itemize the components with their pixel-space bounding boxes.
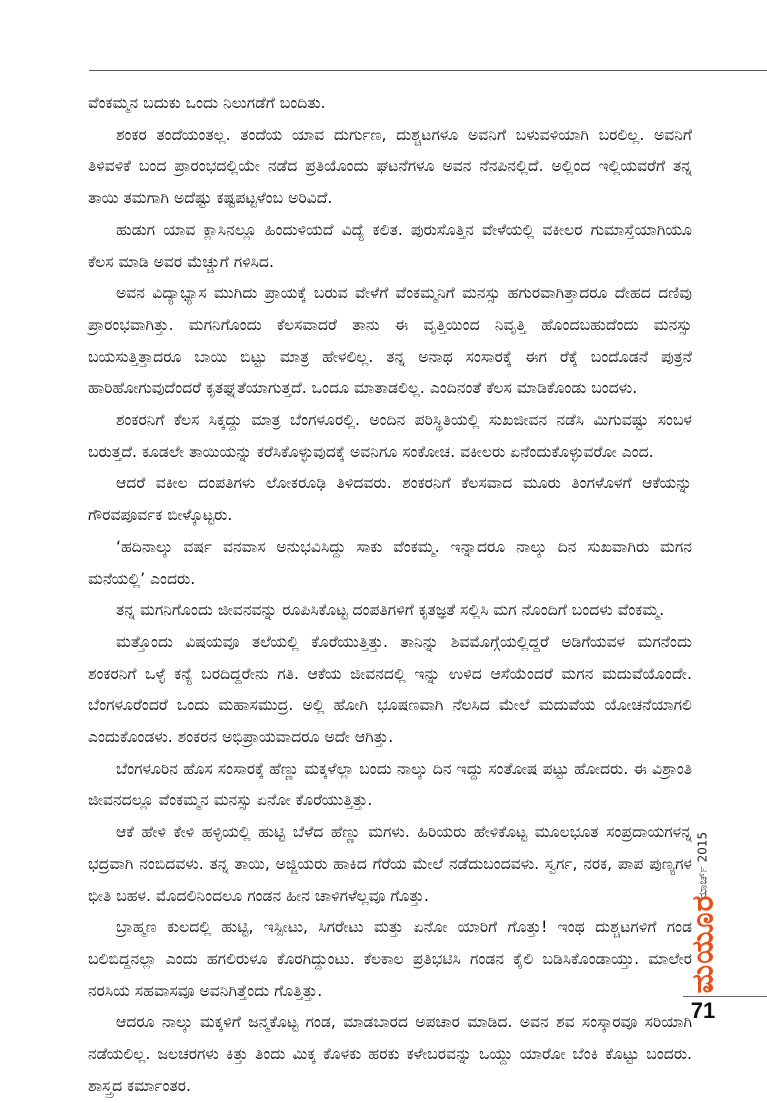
footer-rule bbox=[683, 996, 767, 997]
page-number: 71 bbox=[690, 998, 716, 1023]
paragraph-7: ‘ಹದಿನಾಲ್ಕು ವರ್ಷ ವನವಾಸ ಅನುಭವಿಸಿದ್ದು ಸಾಕು ವೆಂಕಮ್ಮ. ಇನ್ನಾದರೂ ನಾಲ್ಕು ದಿನ ಸುಖವಾಗಿರು ಮಗನ ಮನೆಯಲ್ಲಿ’ ಎಂದರು. bbox=[88, 537, 692, 588]
article-body bbox=[88, 88, 692, 1103]
paragraph-8: ತನ್ನ ಮಗನಿಗೊಂದು ಜೀವನವನ್ನು ರೂಪಿಸಿಕೊಟ್ಟ ದಂಪತಿಗಳಿಗೆ ಕೃತಜ್ಞತೆ ಸಲ್ಲಿಸಿ ಮಗ ನೊಂದಿಗೆ ಬಂದಳು ವೆಂಕಮ್ಮ. bbox=[116, 601, 665, 620]
paragraph-9: ಮತ್ತೊಂದು ವಿಷಯವೂ ತಲೆಯಲ್ಲಿ ಕೊರೆಯುತ್ತಿತ್ತು. ತಾನಿನ್ನು ಶಿವಮೊಗ್ಗೆಯಲ್ಲಿದ್ದರೆ ಅಡಿಗೆಯವಳ ಮಗನೆಂದು ಶಂಕರನಿಗೆ ಒಳ್ಳೆ ಕನ್ಯೆ ಬರದಿದ್ದರೇನು ಗತಿ. ಆಕೆಯ ಜೀವನದಲ್ಲಿ ಇನ್ನು ಉಳಿದ ಆಸೆಯೆಂದರೆ ಮಗನ ಮದುವೆಯೊಂದೇ. ಬೆಂಗಳೂರೆಂದರೆ ಒಂದು ಮಹಾಸಮುದ್ರ. ಅಲ್ಲಿ ಹೋಗಿ ಭೂಷಣವಾಗಿ ನೆಲಸಿದ ಮೇಲೆ ಮದುವೆಯ ಯೋಚನೆಯಾಗಲಿ ಎಂದುಕೊಂಡಳು. ಶಂಕರನ ಅಭಿಪ್ರಾಯವಾದರೂ ಅದೇ ಆಗಿತ್ತು. bbox=[88, 632, 692, 747]
paragraph-3: ಹುಡುಗ ಯಾವ ಕ್ಲಾಸಿನಲ್ಲೂ ಹಿಂದುಳಿಯದೆ ವಿದ್ಯೆ ಕಲಿತ. ಪುರುಸೊತ್ತಿನ ವೇಳೆಯಲ್ಲಿ ವಕೀಲರ ಗುಮಾಸ್ತೆಯಾಗಿಯೂ ಕೆಲಸ ಮಾಡಿ ಅವರ ಮೆಚ್ಚುಗೆ ಗಳಿಸಿದ. bbox=[88, 220, 692, 271]
paragraph-11: ಆಕೆ ಹೇಳಿ ಕೇಳಿ ಹಳ್ಳಿಯಲ್ಲಿ ಹುಟ್ಟಿ ಬೆಳೆದ ಹೆಣ್ಣು ಮಗಳು. ಹಿರಿಯರು ಹೇಳಿಕೊಟ್ಟ ಮೂಲಭೂತ ಸಂಪ್ರದಾಯಗಳನ್ನ ಭದ್ರವಾಗಿ ನಂಬಿದವಳು. ತನ್ನ ತಾಯಿ, ಅಜ್ಜಿಯರು ಹಾಕಿದ ಗೆರೆಯ ಮೇಲೆ ನಡೆದುಬಂದವಳು. ಸ್ವರ್ಗ, ನರಕ, ಪಾಪ ಪುಣ್ಯಗಳ ಭೀತಿ ಬಹಳ. ಮೊದಲಿನಿಂದಲೂ ಗಂಡನ ಹೀನ ಚಾಳಿಗಳೆಲ್ಲವೂ ಗೊತ್ತು. bbox=[88, 823, 692, 905]
paragraph-4: ಅವನ ವಿದ್ಯಾಭ್ಯಾಸ ಮುಗಿದು ಪ್ರಾಯಕ್ಕೆ ಬರುವ ವೇಳೆಗೆ ವೆಂಕಮ್ಮನಿಗೆ ಮನಸ್ಸು ಹಗುರವಾಗಿತ್ತಾದರೂ ದೇಹದ ದಣಿವು ಪ್ರಾರಂಭವಾಗಿತ್ತು. ಮಗನಿಗೊಂದು ಕೆಲಸವಾದರೆ ತಾನು ಈ ವೃತ್ತಿಯಿಂದ ನಿವೃತ್ತಿ ಹೊಂದಬಹುದೆಂದು ಮನಸ್ಸು ಬಯಸುತ್ತಿತ್ತಾದರೂ ಬಾಯಿ ಬಿಟ್ಟು ಮಾತ್ರ ಹೇಳಲಿಲ್ಲ. ತನ್ನ ಅನಾಥ ಸಂಸಾರಕ್ಕೆ ಈಗ ರೆಕ್ಕೆ ಬಂದೊಡನೆ ಪುತ್ರನೆ ಹಾರಿಹೋಗುವುದೆಂದರೆ ಕೃತಘ್ನತೆಯಾಗುತ್ತದೆ. ಒಂದೂ ಮಾತಾಡಲಿಲ್ಲ. ಎಂದಿನಂತೆ ಕೆಲಸ ಮಾಡಿಕೊಂಡು ಬಂದಳು. bbox=[88, 284, 692, 398]
magazine-logo: ಮಯೂರ bbox=[685, 894, 721, 994]
issue-date: ಮಾರ್ಚ್ 2015 bbox=[695, 831, 710, 901]
paragraph-13: ಆದರೂ ನಾಲ್ಕು ಮಕ್ಕಳಿಗೆ ಜನ್ಮಕೊಟ್ಟ ಗಂಡ, ಮಾಡಬಾರದ ಅಪಚಾರ ಮಾಡಿದ. ಅವನ ಶವ ಸಂಸ್ಕಾರವೂ ಸರಿಯಾಗಿ ನಡೆಯಲಿಲ್ಲ. ಜಲಚರಗಳು ಕಿತ್ತು ತಿಂದು ಮಿಕ್ಕ ಕೊಳಕು ಹರಕು ಕಳೇಬರವನ್ನು ಒಯ್ದು ಯಾರೋ ಬೆಂಕಿ ಕೊಟ್ಟು ಬಂದರು. ಶಾಸ್ತ್ರದ ಕರ್ಮಾಂತರ. bbox=[88, 1013, 692, 1095]
paragraph-5: ಶಂಕರನಿಗೆ ಕೆಲಸ ಸಿಕ್ಕದ್ದು ಮಾತ್ರ ಬೆಂಗಳೂರಲ್ಲಿ. ಅಂದಿನ ಪರಿಸ್ಥಿತಿಯಲ್ಲಿ ಸುಖಜೀವನ ನಡೆಸಿ ಮಿಗುವಷ್ಟು ಸಂಬಳ ಬರುತ್ತದೆ. ಕೂಡಲೇ ತಾಯಿಯನ್ನು ಕರೆಸಿಕೊಳ್ಳುವುದಕ್ಕೆ ಅವನಿಗೂ ಸಂಕೋಚ. ವಕೀಲರು ಏನೆಂದುಕೊಳ್ಳುವರೋ ಎಂದ. bbox=[88, 411, 692, 461]
paragraph-12: ಬ್ರಾಹ್ಮಣ ಕುಲದಲ್ಲಿ ಹುಟ್ಟಿ, ಇಸ್ಪೀಟು, ಸಿಗರೇಟು ಮತ್ತು ಏನೋ ಯಾರಿಗೆ ಗೊತ್ತು! ಇಂಥ ದುಶ್ಚಟಗಳಿಗೆ ಗಂಡ ಬಲಿಬಿದ್ದನಲ್ಲಾ ಎಂದು ಹಗಲಿರುಳೂ ಕೊರಗಿದ್ದುಂಟು. ಕೆಲಕಾಲ ಪ್ರತಿಭಟಿಸಿ ಗಂಡನ ಕೈಲಿ ಬಡಿಸಿಕೊಂಡಾಯ್ತು. ಮಾಲೇರ ನರಸಿಯ ಸಹವಾಸವೂ ಅವನಿಗಿತ್ತೆಂದು ಗೊತ್ತಿತ್ತು. bbox=[88, 918, 692, 1000]
paragraph-2: ಶಂಕರ ತಂದೆಯಂತಲ್ಲ. ತಂದೆಯ ಯಾವ ದುರ್ಗುಣ, ದುಶ್ಚಟಗಳೂ ಅವನಿಗೆ ಬಳುವಳಿಯಾಗಿ ಬರಲಿಲ್ಲ. ಅವನಿಗೆ ತಿಳಿವಳಿಕೆ ಬಂದ ಪ್ರಾರಂಭದಲ್ಲಿಯೇ ನಡೆದ ಪ್ರತಿಯೊಂದು ಘಟನೆಗಳೂ ಅವನ ನೆನಪಿನಲ್ಲಿದೆ. ಅಲ್ಲಿಂದ ಇಲ್ಲಿಯವರೆಗೆ ತನ್ನ ತಾಯಿ ತಮಗಾಗಿ ಅದೆಷ್ಟು ಕಷ್ಟಪಟ್ಟಳೆಂಬ ಅರಿವಿದೆ. bbox=[88, 125, 692, 208]
header-rule bbox=[89, 70, 767, 71]
paragraph-6: ಆದರೆ ವಕೀಲ ದಂಪತಿಗಳು ಲೋಕರೂಢಿ ತಿಳಿದವರು. ಶಂಕರನಿಗೆ ಕೆಲಸವಾದ ಮೂರು ತಿಂಗಳೊಳಗೆ ಆಕೆಯನ್ನು ಗೌರವಪೂರ್ವಕ ಬೀಳ್ಕೊಟ್ಟರು. bbox=[88, 474, 692, 525]
paragraph-1: ವೆಂಕಮ್ಮನ ಬದುಕು ಒಂದು ನಿಲುಗಡೆಗೆ ಬಂದಿತು. bbox=[88, 94, 326, 112]
paragraph-10: ಬೆಂಗಳೂರಿನ ಹೊಸ ಸಂಸಾರಕ್ಕೆ ಹೆಣ್ಣು ಮಕ್ಕಳೆಲ್ಲಾ ಬಂದು ನಾಲ್ಕು ದಿನ ಇದ್ದು ಸಂತೋಷ ಪಟ್ಟು ಹೋದರು. ಈ ವಿಶ್ರಾಂತಿ ಜೀವನದಲ್ಲೂ ವೆಂಕಮ್ಮನ ಮನಸ್ಸು ಏನೋ ಕೊರೆಯುತ್ತಿತ್ತು. bbox=[88, 759, 692, 810]
